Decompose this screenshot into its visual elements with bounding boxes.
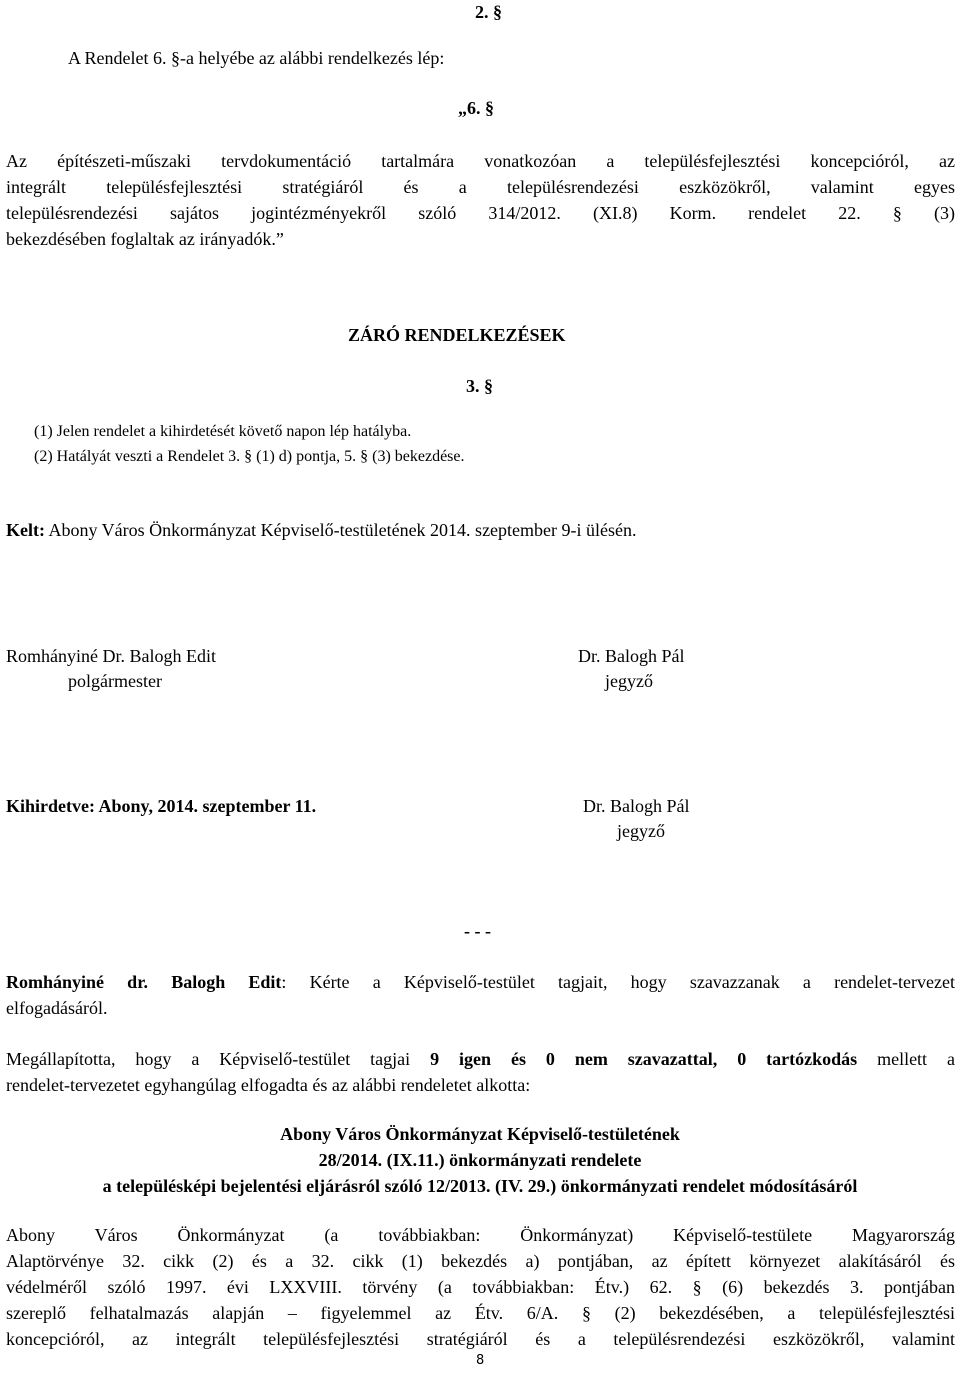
separator: - - - [464,921,491,941]
minutes-line: elfogadásáról. [6,998,108,1018]
page-number: 8 [476,1353,485,1368]
signature-role: polgármester [68,671,162,691]
signature-role: jegyző [617,821,665,841]
paragraph-line: bekezdésében foglaltak az irányadók.” [6,229,284,249]
closing-section-number: 3. § [466,376,493,396]
dated-line [6,520,637,541]
preamble-line: Alaptörvénye 32. cikk (2) és a 32. cikk (1) bekezdés a) pontjában, az épített környezet alakításáról és [6,1251,955,1271]
signature-block-mayor [6,646,266,692]
closing-heading: ZÁRÓ RENDELKEZÉSEK [348,325,566,345]
vote-line [6,1049,955,1070]
decree-title-line: a településképi bejelentési eljárásról szóló 12/2013. (IV. 29.) önkormányzati rendelet módosításáról [102,1176,858,1196]
signature-block-notary [578,646,778,692]
quoted-section-heading: „6. § [458,98,494,118]
preamble-line: Abony Város Önkormányzat (a továbbiakban: Önkormányzat) Képviselő-testülete Magyarország [6,1225,955,1245]
vote-result: 9 igen és 0 nem szavazattal, 0 tartózkodás [430,1049,858,1069]
speaker-name: Romhányiné dr. Balogh Edit [6,972,282,992]
decree-title-line: Abony Város Önkormányzat Képviselő-testületének [280,1124,680,1144]
vote-text: mellett a [857,1049,955,1069]
decree-title-line: 28/2014. (IX.11.) önkormányzati rendelete [318,1150,642,1170]
dated-text: Abony Város Önkormányzat Képviselő-testületének 2014. szeptember 9-i ülésén. [44,520,637,540]
vote-line: rendelet-tervezetet egyhangúlag elfogadta és az alábbi rendeletet alkotta: [6,1075,531,1095]
paragraph-line: integrált településfejlesztési stratégiáról és a településrendezési eszközökről, valamint egyes [6,177,955,197]
closing-item: (2) Hatályát veszti a Rendelet 3. § (1) d) pontja, 5. § (3) bekezdése. [34,448,465,465]
signature-name: Dr. Balogh Pál [583,796,690,816]
paragraph-line: Az építészeti-műszaki tervdokumentáció tartalmára vonatkozóan a településfejlesztési koncepcióról, az [6,151,955,171]
vote-text: Megállapította, hogy a Képviselő-testület tagjai [6,1049,431,1069]
minutes-line [6,972,955,993]
signature-role: jegyző [605,671,653,691]
signature-name: Dr. Balogh Pál [578,646,685,666]
section-intro: A Rendelet 6. §-a helyébe az alábbi rendelkezés lép: [68,48,445,68]
paragraph-line: településrendezési sajátos jogintézményekről szóló 314/2012. (XI.8) Korm. rendelet 22. § (3) [6,203,955,223]
preamble-line: védelméről szóló 1997. évi LXXVIII. törvény (a továbbiakban: Étv.) 62. § (6) bekezdés 3. pontjában [6,1277,955,1297]
closing-item: (1) Jelen rendelet a kihirdetését követő napon lép hatályba. [34,423,412,440]
signature-name: Romhányiné Dr. Balogh Edit [6,646,216,666]
preamble-line: szereplő felhatalmazás alapján – figyelemmel az Étv. 6/A. § (2) bekezdésében, a településfejlesztési [6,1303,955,1323]
dated-label: Kelt: [6,520,45,540]
promulgation-text: Kihirdetve: Abony, 2014. szeptember 11. [6,796,317,816]
section-number: 2. § [475,2,502,22]
promulgation-signature [583,796,783,842]
speech-text: : Kérte a Képviselő-testület tagjait, hogy szavazzanak a rendelet-tervezet [281,972,955,992]
preamble-line: koncepcióról, az integrált településfejlesztési stratégiáról és a településrendezési eszközökről, valamint [6,1329,955,1349]
